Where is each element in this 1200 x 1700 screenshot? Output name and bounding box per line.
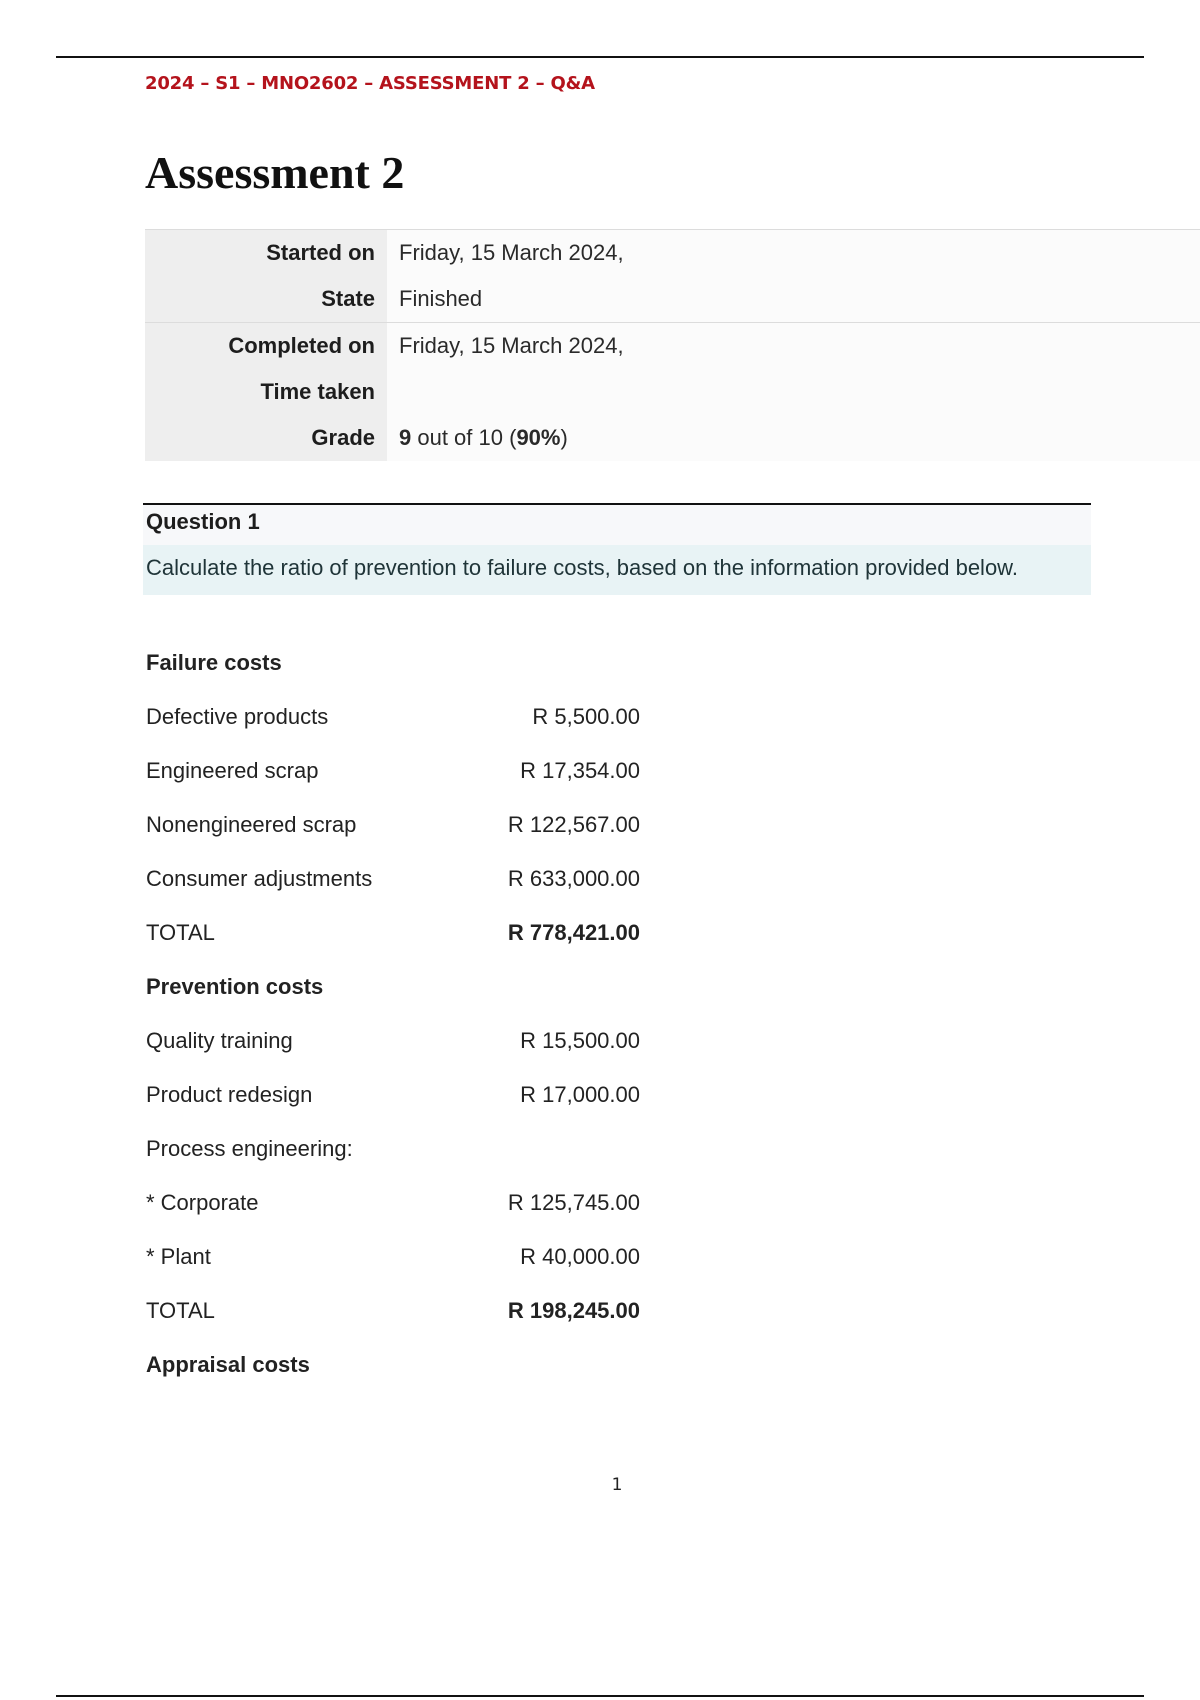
cost-table <box>146 636 666 1392</box>
summary-value: Finished <box>387 276 1200 322</box>
summary-label: Started on <box>145 230 387 276</box>
section-heading-failure <box>146 636 666 690</box>
summary-label: Time taken <box>145 369 387 415</box>
total-label: TOTAL <box>146 1298 215 1323</box>
prevention-total-row <box>146 1284 666 1338</box>
total-label: TOTAL <box>146 920 215 945</box>
failure-total-row <box>146 906 666 960</box>
cost-amount: R 633,000.00 <box>507 866 640 891</box>
attempt-summary-table <box>145 229 1200 461</box>
summary-row-grade <box>145 415 1200 461</box>
grade-value <box>387 415 1200 461</box>
cost-name: Defective products <box>146 704 329 729</box>
summary-row-time-taken <box>145 369 1200 415</box>
total-amount: R 778,421.00 <box>507 920 640 945</box>
summary-label: Grade <box>145 415 387 461</box>
cost-amount: R 15,500.00 <box>520 1028 640 1053</box>
cost-name: Engineered scrap <box>146 758 319 783</box>
cost-row <box>146 798 666 852</box>
document-header: 2024 – S1 – MNO2602 – ASSESSMENT 2 – Q&A <box>145 73 595 94</box>
question-prompt: Calculate the ratio of prevention to failure costs, based on the information provided below. <box>143 545 1091 595</box>
cost-name: Product redesign <box>146 1082 313 1107</box>
summary-label: Completed on <box>145 323 387 369</box>
cost-row <box>146 1014 666 1068</box>
cost-name: Process engineering: <box>146 1136 353 1161</box>
cost-amount: R 5,500.00 <box>532 704 640 729</box>
grade-score: 9 <box>399 425 412 450</box>
grade-out-of: out of 10 ( <box>411 425 517 450</box>
cost-amount: R 125,745.00 <box>507 1190 640 1215</box>
section-heading-prevention <box>146 960 666 1014</box>
cost-name: Quality training <box>146 1028 293 1053</box>
summary-row-completed-on <box>145 322 1200 369</box>
cost-name: * Plant <box>146 1244 211 1269</box>
summary-value: Friday, 15 March 2024, <box>387 230 1200 276</box>
cost-amount: R 17,354.00 <box>520 758 640 783</box>
cost-row <box>146 852 666 906</box>
cost-row <box>146 1068 666 1122</box>
cost-amount: R 40,000.00 <box>520 1244 640 1269</box>
grade-close: ) <box>560 425 568 450</box>
cost-row <box>146 1230 666 1284</box>
cost-name: Consumer adjustments <box>146 866 373 891</box>
cost-row <box>146 744 666 798</box>
section-heading: Failure costs <box>146 650 282 675</box>
summary-value <box>387 369 1200 415</box>
cost-row <box>146 1122 666 1176</box>
section-heading-appraisal <box>146 1338 666 1392</box>
cost-name: Nonengineered scrap <box>146 812 357 837</box>
summary-value: Friday, 15 March 2024, <box>387 323 1200 369</box>
section-heading: Appraisal costs <box>146 1352 310 1377</box>
bottom-rule <box>56 1695 1144 1697</box>
top-rule <box>56 56 1144 58</box>
question-block <box>143 503 1091 595</box>
cost-row <box>146 690 666 744</box>
summary-row-state <box>145 276 1200 322</box>
cost-amount: R 122,567.00 <box>507 812 640 837</box>
page-title: Assessment 2 <box>145 147 405 198</box>
cost-row <box>146 1176 666 1230</box>
question-number: Question 1 <box>143 505 1091 545</box>
summary-label: State <box>145 276 387 322</box>
section-heading: Prevention costs <box>146 974 324 999</box>
cost-amount: R 17,000.00 <box>520 1082 640 1107</box>
cost-name: * Corporate <box>146 1190 259 1215</box>
summary-row-started-on <box>145 230 1200 276</box>
grade-percent: 90% <box>516 425 561 450</box>
page-number: 1 <box>611 1475 623 1495</box>
total-amount: R 198,245.00 <box>507 1298 640 1323</box>
